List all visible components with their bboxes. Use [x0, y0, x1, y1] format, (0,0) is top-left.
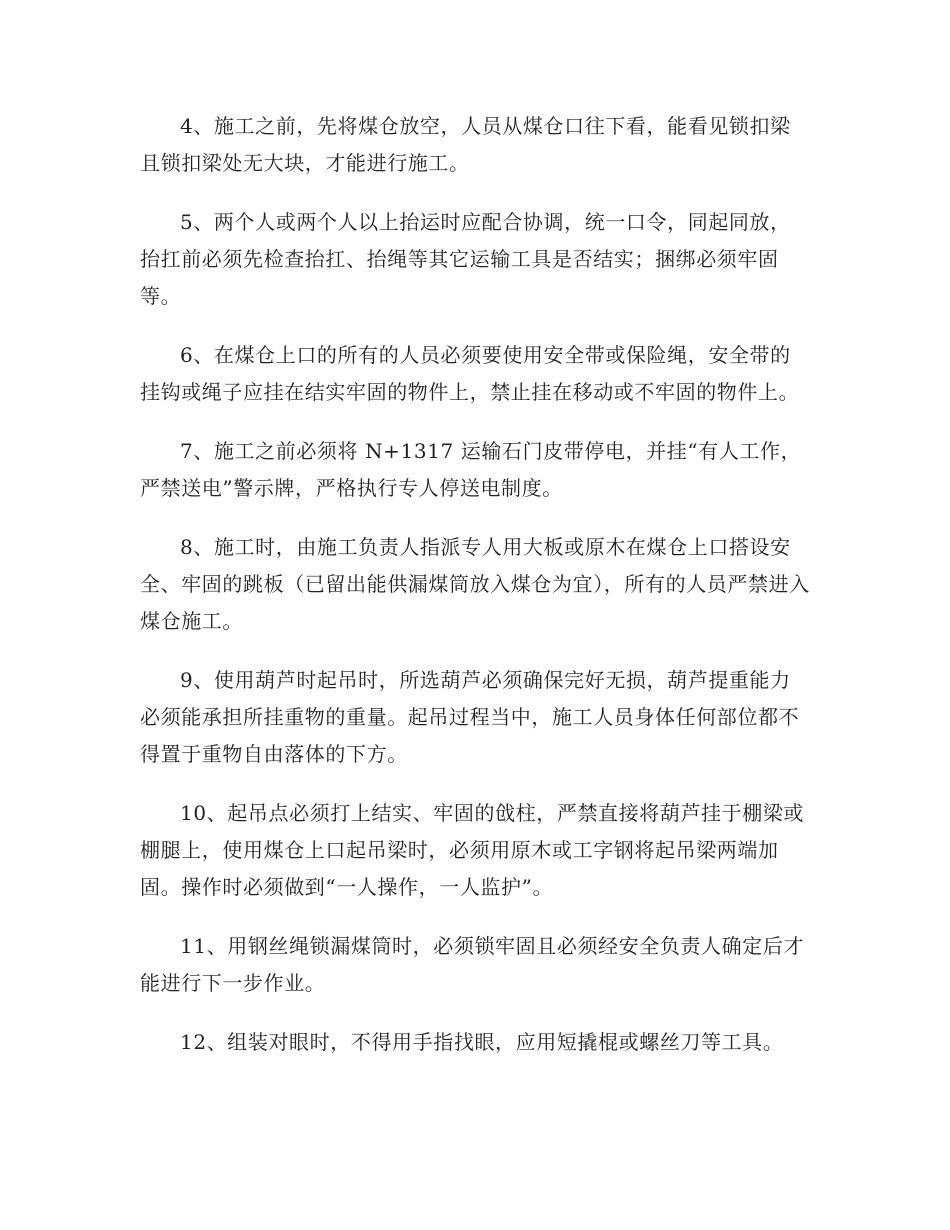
document-body	[140, 108, 810, 1061]
paragraph-item-6: 6、在煤仓上口的所有的人员必须要使用安全带或保险绳，安全带的挂钩或绳子应挂在结实牢固的物件上，禁止挂在移动或不牢固的物件上。	[140, 343, 800, 404]
paragraph-item-9: 9、使用葫芦时起吊时，所选葫芦必须确保完好无损，葫芦提重能力必须能承担所挂重物的重量。起吊过程当中，施工人员身体任何部位都不得置于重物自由落体的下方。	[140, 668, 800, 766]
paragraph-item-4: 4、施工之前，先将煤仓放空，人员从煤仓口往下看，能看见锁扣梁且锁扣梁处无大块，才能进行施工。	[140, 114, 791, 175]
paragraph-item-11: 11、用钢丝绳锁漏煤筒时，必须锁牢固且必须经安全负责人确定后才能进行下一步作业。	[140, 934, 805, 995]
paragraph-item-7: 7、施工之前必须将 N+1317 运输石门皮带停电，并挂“有人工作，严禁送电”警示牌，严格执行专人停送电制度。	[140, 439, 802, 500]
paragraph-item-10: 10、起吊点必须打上结实、牢固的戗柱，严禁直接将葫芦挂于棚梁或棚腿上，使用煤仓上口起吊梁时，必须用原木或工字钢将起吊梁两端加固。操作时必须做到“一人操作，一人监护”。	[140, 801, 805, 899]
paragraph-item-5: 5、两个人或两个人以上抬运时应配合协调，统一口令，同起同放，抬扛前必须先检查抬扛、抬绳等其它运输工具是否结实；捆绑必须牢固等。	[140, 210, 791, 308]
paragraph-item-8: 8、施工时，由施工负责人指派专人用大板或原木在煤仓上口搭设安全、牢固的跳板（已留出能供漏煤筒放入煤仓为宜），所有的人员严禁进入煤仓施工。	[140, 535, 810, 633]
paragraph-item-12: 12、组装对眼时，不得用手指找眼，应用短撬棍或螺丝刀等工具。	[180, 1030, 784, 1054]
